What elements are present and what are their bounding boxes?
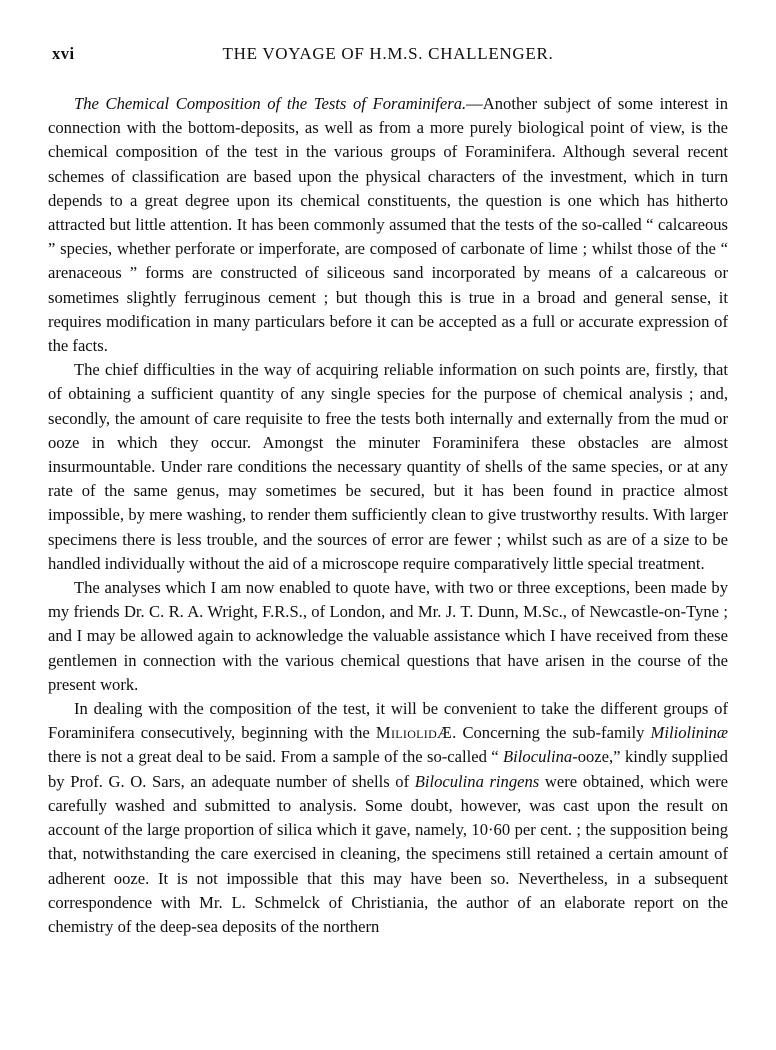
paragraph-1-lead: The Chemical Composition of the Tests of Foraminifera.	[74, 94, 467, 113]
body-text	[48, 92, 728, 939]
running-title: THE VOYAGE OF H.M.S. CHALLENGER.	[222, 44, 554, 63]
taxon-miliolininae: Miliolininæ	[650, 723, 728, 743]
taxon-miliolidae: MiliolidÆ	[375, 723, 453, 743]
paragraph-4-part-c: there is not a great deal to be said. From a sample of the so-called “	[48, 747, 504, 767]
page-header	[48, 44, 728, 74]
paragraph-4-part-e: were obtained, which were carefully washed and submitted to analysis. Some doubt, however, was cast upon the result on account of the large proportion of silica which it gave, namely, 10·60 per cent. ; the supposition being that, notwithstanding the care exercised in cleaning, the specimens still retained a certain amount of adherent ooze. It is not impossible that this may have been so. Nevertheless, in a subsequent correspondence with Mr. L. Schmelck of Christiania, the author of an elaborate report on the chemistry of the deep-sea deposits of the northern	[48, 771, 729, 936]
paragraph-4-part-a: In dealing with the composition of the test, it will be convenient to take the different groups of Foraminifera consecutively, beginning with the	[48, 699, 728, 743]
taxon-biloculina: Biloculina	[503, 747, 573, 767]
paragraph-4-part-b: . Concerning the sub-family	[452, 723, 651, 743]
taxon-biloculina-ringens: Biloculina ringens	[414, 771, 540, 791]
paragraph-2: The chief difficulties in the way of acquiring reliable information on such points are, firstly, that of obtaining a sufficient quantity of any single species for the purpose of chemical analysis ; and, secondly, the amount of care requisite to free the tests both internally and externally from the mud or ooze in which they occur. Amongst the minuter Foraminifera these obstacles are almost insurmountable. Under rare conditions the necessary quantity of shells of the same species, or at any rate of the same genus, may sometimes be secured, but it has been found in practice almost impossible, by mere washing, to render them sufficiently clean to give trustworthy results. With larger specimens there is less trouble, and the sources of error are fewer ; whilst such as are of a size to be handled individually without the aid of a microscope require comparatively little special treatment.	[48, 360, 728, 573]
paragraph-4	[48, 697, 728, 939]
page-number: xvi	[52, 44, 75, 63]
paragraph-3: The analyses which I am now enabled to quote have, with two or three exceptions, been made by my friends Dr. C. R. A. Wright, F.R.S., of London, and Mr. J. T. Dunn, M.Sc., of Newcastle-on-Tyne ; and I may be allowed again to acknowledge the valuable assistance which I have received from these gentlemen in connection with the various chemical questions that have arisen in the course of the present work.	[48, 578, 728, 694]
paragraph-1-text: —Another subject of some interest in connection with the bottom-deposits, as well as from a more purely biological point of view, is the chemical composition of the test in the various groups of Foraminifera. Although several recent schemes of classification are based upon the physical characters of the investment, which in turn depends to a great degree upon its chemical constituents, the question is one which has hitherto attracted but little attention. It has been commonly assumed that the tests of the so-called “ calcareous ” species, whether perforate or imperforate, are composed of carbonate of lime ; whilst those of the “ arenaceous ” forms are constructed of siliceous sand incorporated by means of a calcareous or sometimes slightly ferruginous cement ; but though this is true in a broad and general sense, it requires modification in many particulars before it can be accepted as a full or accurate expression of the facts.	[48, 94, 729, 356]
paragraph-4-part-d: -ooze,” kindly supplied by Prof. G. O. Sars, an adequate number of shells of	[48, 747, 728, 791]
paragraph-1	[48, 92, 728, 358]
